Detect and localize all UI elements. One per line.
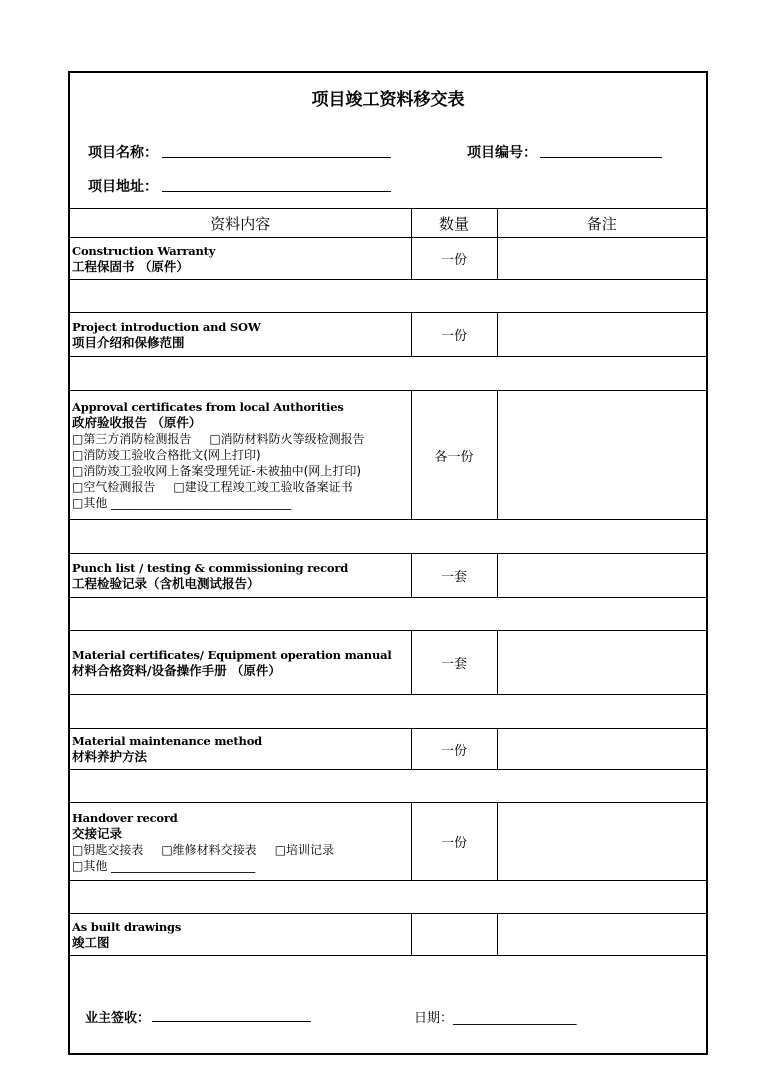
checkbox-line <box>72 447 411 463</box>
item-cell <box>70 729 411 770</box>
table-row <box>70 238 706 280</box>
item-zh: 工程保固书 （原件） <box>72 258 189 274</box>
checkbox-line <box>72 431 411 447</box>
owner-sign-field[interactable] <box>152 1021 311 1022</box>
qty-cell: 一份 <box>411 729 497 770</box>
item-zh: 竣工图 <box>72 934 110 950</box>
spacer-row <box>70 881 706 914</box>
table-row <box>70 313 706 357</box>
item-en: As built drawings <box>72 919 182 934</box>
remarks-cell[interactable] <box>497 554 706 598</box>
table-row <box>70 914 706 956</box>
spacer-row <box>70 357 706 391</box>
table-row <box>70 554 706 598</box>
item-en: Construction Warranty <box>72 243 216 258</box>
column-header-quantity: 数量 <box>411 209 497 238</box>
materials-table <box>70 208 706 956</box>
item-en: Material certificates/ Equipment operation manual <box>72 647 392 662</box>
qty-cell: 一套 <box>411 631 497 695</box>
item-en: Project introduction and SOW <box>72 319 261 334</box>
checkbox-line <box>72 858 411 874</box>
remarks-cell[interactable] <box>497 803 706 881</box>
project-address-field[interactable] <box>162 191 391 192</box>
checkbox-option[interactable]: □第三方消防检测报告 <box>72 432 192 446</box>
date-field[interactable]: 日期：___________________ <box>414 1011 577 1026</box>
checkbox-option[interactable]: □维修材料交接表 <box>161 842 257 857</box>
spacer-row <box>70 598 706 631</box>
table-row <box>70 803 706 881</box>
qty-cell: 一份 <box>411 313 497 357</box>
column-header-remarks: 备注 <box>497 209 706 238</box>
remarks-cell[interactable] <box>497 313 706 357</box>
qty-cell <box>411 914 497 956</box>
spacer-row <box>70 280 706 313</box>
item-cell <box>70 391 411 520</box>
form-title: 项目竣工资料移交表 <box>311 90 465 110</box>
checkbox-option[interactable]: □消防材料防火等级检测报告 <box>209 432 365 446</box>
checkbox-line <box>72 495 411 511</box>
project-name-label: 项目名称： <box>88 145 158 161</box>
project-name-field[interactable] <box>162 157 391 158</box>
item-en: Handover record <box>72 810 178 825</box>
qty-cell: 一套 <box>411 554 497 598</box>
item-cell <box>70 914 411 956</box>
owner-sign-label: 业主签收： <box>85 1011 151 1026</box>
item-zh: 工程检验记录（含机电测试报告） <box>72 575 260 591</box>
checkbox-option[interactable]: □培训记录 <box>274 842 335 857</box>
checkbox-line <box>72 842 411 858</box>
remarks-cell[interactable] <box>497 391 706 520</box>
checkbox-option[interactable]: □其他 ______________________________ <box>72 496 292 510</box>
table-header-row <box>70 209 706 238</box>
checkbox-line <box>72 479 411 495</box>
item-en: Material maintenance method <box>72 734 263 748</box>
remarks-cell[interactable] <box>497 914 706 956</box>
checkbox-option[interactable]: □消防竣工验收网上备案受理凭证-未被抽中(网上打印) <box>72 464 362 478</box>
checkbox-option[interactable]: □其他 ________________________ <box>72 858 256 873</box>
checkbox-option[interactable]: □消防竣工验收合格批文(网上打印) <box>72 448 261 462</box>
item-zh: 政府验收报告 （原件） <box>72 415 202 430</box>
remarks-cell[interactable] <box>497 238 706 280</box>
item-cell <box>70 803 411 881</box>
table-row <box>70 391 706 520</box>
spacer-row <box>70 695 706 729</box>
project-no-label: 项目编号： <box>467 145 537 161</box>
item-zh: 交接记录 <box>72 825 123 841</box>
checkbox-option[interactable]: □钥匙交接表 <box>72 842 144 857</box>
item-en: Approval certificates from local Authorities <box>72 400 344 414</box>
spacer-row <box>70 520 706 554</box>
remarks-cell[interactable] <box>497 631 706 695</box>
table-row <box>70 631 706 695</box>
item-en: Punch list / testing & commissioning record <box>72 560 349 575</box>
project-no-field[interactable] <box>540 157 662 158</box>
qty-cell: 一份 <box>411 803 497 881</box>
checkbox-option[interactable]: □建设工程竣工竣工验收备案证书 <box>173 480 353 494</box>
item-cell <box>70 313 411 357</box>
item-cell <box>70 238 411 280</box>
column-header-content: 资料内容 <box>70 209 411 238</box>
item-zh: 项目介绍和保修范围 <box>72 334 185 350</box>
item-cell <box>70 554 411 598</box>
spacer-row <box>70 770 706 803</box>
checkbox-line <box>72 463 411 479</box>
qty-cell: 一份 <box>411 238 497 280</box>
remarks-cell[interactable] <box>497 729 706 770</box>
project-address-label: 项目地址： <box>88 179 158 195</box>
qty-cell: 各一份 <box>411 391 497 520</box>
table-row <box>70 729 706 770</box>
checkbox-option[interactable]: □空气检测报告 <box>72 480 156 494</box>
handover-form <box>68 71 708 1055</box>
item-zh: 材料合格资料/设备操作手册 （原件） <box>72 662 281 678</box>
item-zh: 材料养护方法 <box>72 749 148 764</box>
item-cell <box>70 631 411 695</box>
